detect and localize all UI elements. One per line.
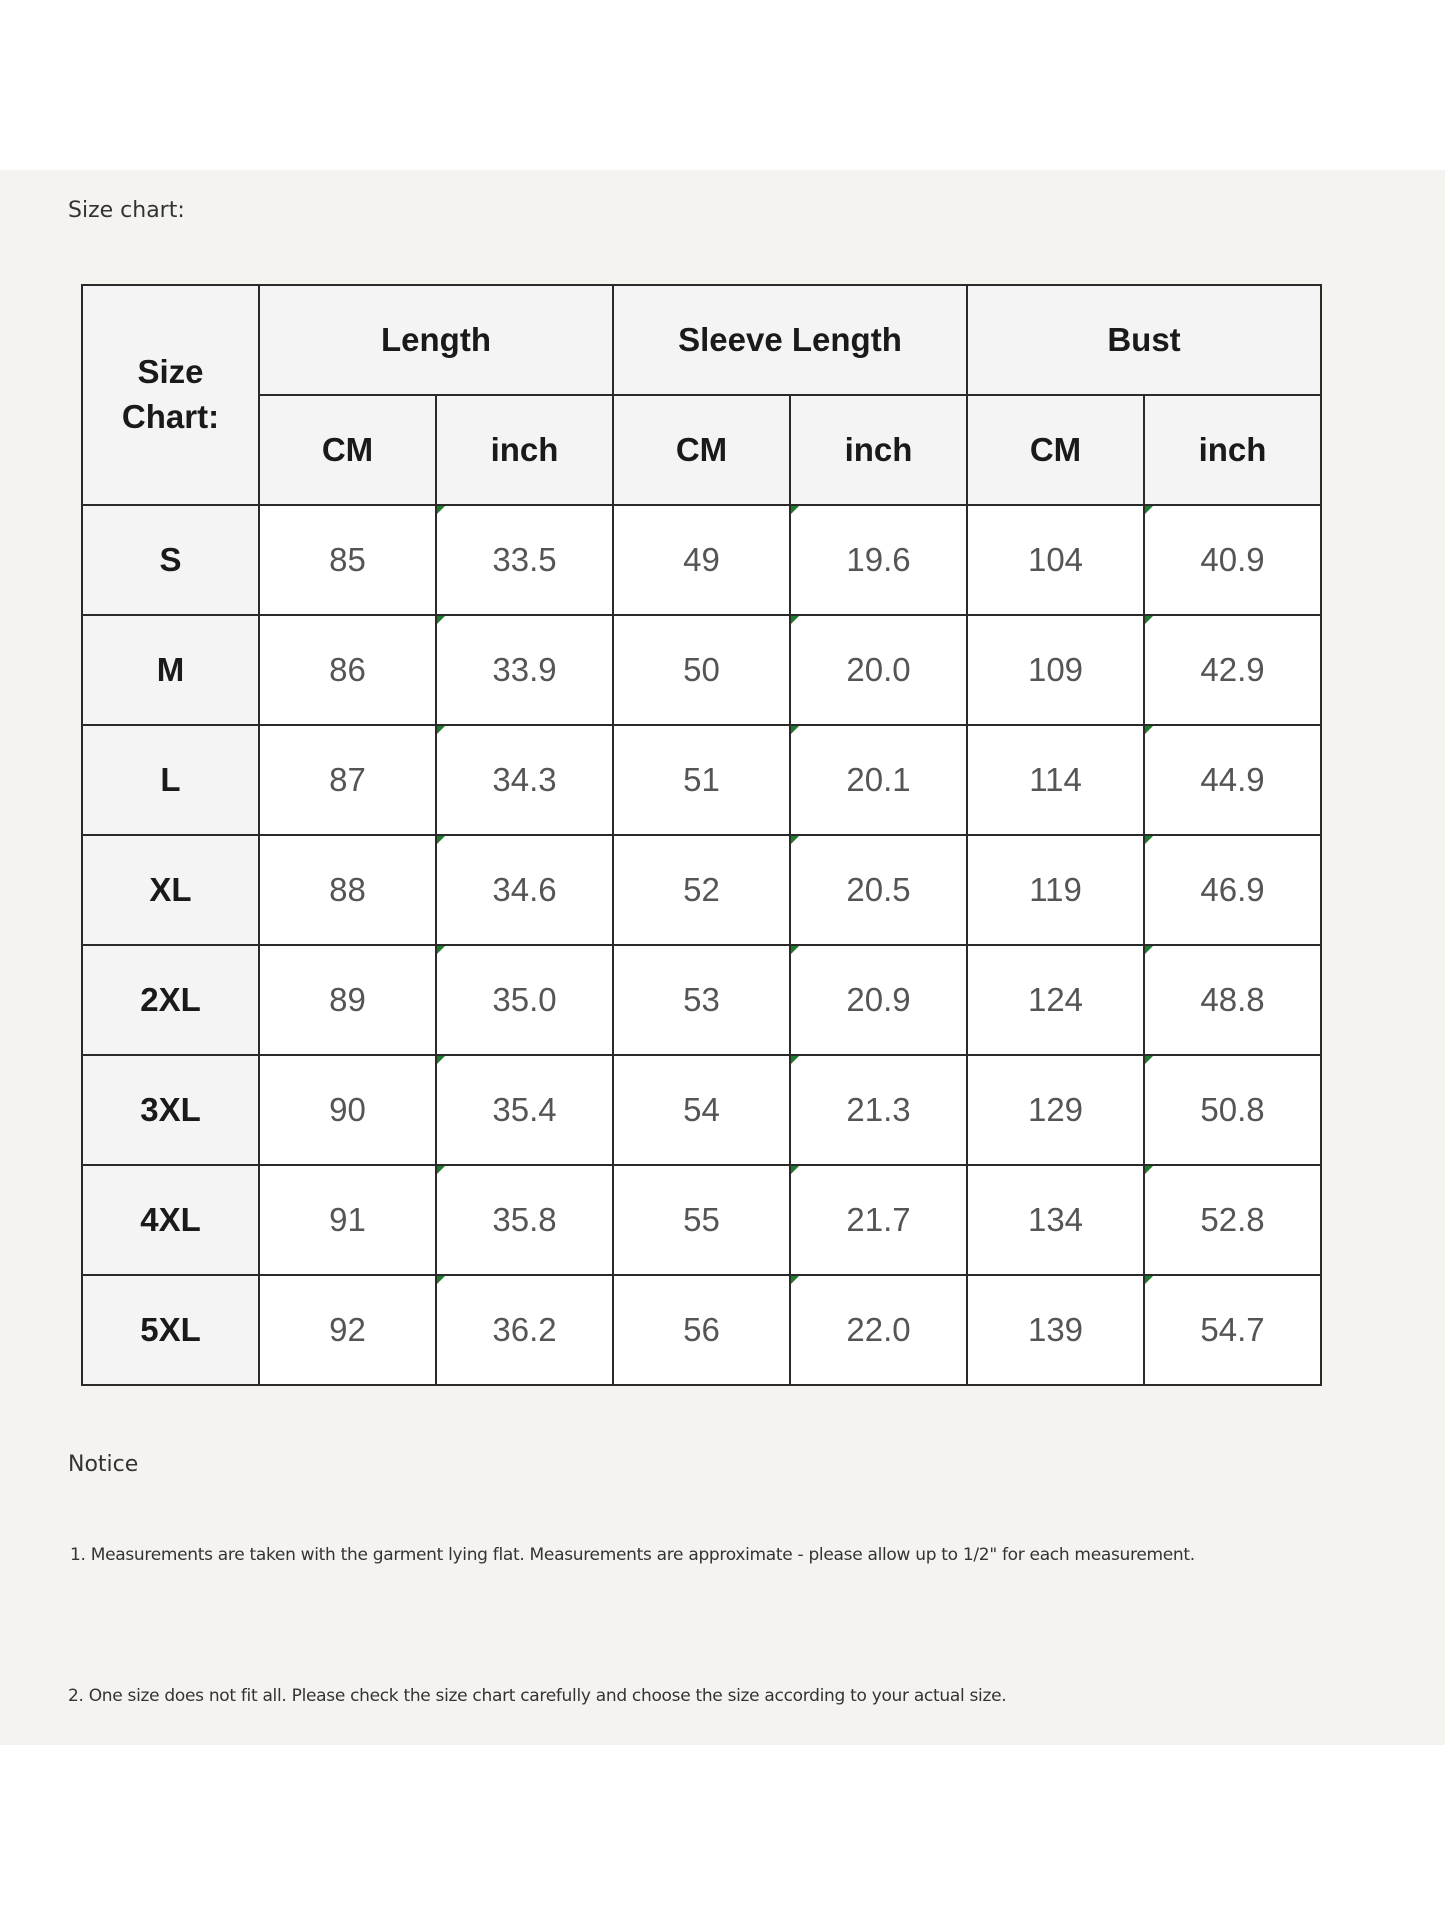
size-label: 5XL bbox=[82, 1275, 259, 1385]
table-cell: 46.9 bbox=[1144, 835, 1321, 945]
table-cell: 56 bbox=[613, 1275, 790, 1385]
table-cell: 54 bbox=[613, 1055, 790, 1165]
corner-label: Size Chart: bbox=[121, 353, 220, 435]
table-cell: 34.3 bbox=[436, 725, 613, 835]
table-cell: 44.9 bbox=[1144, 725, 1321, 835]
table-cell: 36.2 bbox=[436, 1275, 613, 1385]
size-label: 3XL bbox=[82, 1055, 259, 1165]
table-cell: 34.6 bbox=[436, 835, 613, 945]
table-cell: 109 bbox=[967, 615, 1144, 725]
table-row bbox=[82, 1275, 1321, 1385]
group-header-sleeve-length: Sleeve Length bbox=[613, 285, 967, 395]
table-cell: 119 bbox=[967, 835, 1144, 945]
table-cell: 52.8 bbox=[1144, 1165, 1321, 1275]
table-cell: 124 bbox=[967, 945, 1144, 1055]
table-cell: 92 bbox=[259, 1275, 436, 1385]
table-row bbox=[82, 1165, 1321, 1275]
table-cell: 40.9 bbox=[1144, 505, 1321, 615]
table-cell: 35.8 bbox=[436, 1165, 613, 1275]
table-cell: 88 bbox=[259, 835, 436, 945]
group-header-length: Length bbox=[259, 285, 613, 395]
table-cell: 114 bbox=[967, 725, 1144, 835]
table-cell: 19.6 bbox=[790, 505, 967, 615]
table-cell: 22.0 bbox=[790, 1275, 967, 1385]
table-cell: 50 bbox=[613, 615, 790, 725]
size-chart-table bbox=[81, 284, 1322, 1386]
table-cell: 51 bbox=[613, 725, 790, 835]
table-row bbox=[82, 615, 1321, 725]
corner-label-cell bbox=[82, 285, 259, 505]
table-cell: 20.5 bbox=[790, 835, 967, 945]
table-row bbox=[82, 1055, 1321, 1165]
table-cell: 20.1 bbox=[790, 725, 967, 835]
size-label: 2XL bbox=[82, 945, 259, 1055]
table-row bbox=[82, 835, 1321, 945]
table-cell: 20.9 bbox=[790, 945, 967, 1055]
table-cell: 21.7 bbox=[790, 1165, 967, 1275]
size-label: XL bbox=[82, 835, 259, 945]
table-cell: 42.9 bbox=[1144, 615, 1321, 725]
group-header-bust: Bust bbox=[967, 285, 1321, 395]
table-cell: 48.8 bbox=[1144, 945, 1321, 1055]
table-cell: 21.3 bbox=[790, 1055, 967, 1165]
table-row bbox=[82, 505, 1321, 615]
table-cell: 52 bbox=[613, 835, 790, 945]
table-cell: 91 bbox=[259, 1165, 436, 1275]
notice-item-1: 1. Measurements are taken with the garment lying flat. Measurements are approximate - please allow up to 1/2" for each measurement. bbox=[70, 1545, 1195, 1565]
unit-header: CM bbox=[967, 395, 1144, 505]
table-cell: 85 bbox=[259, 505, 436, 615]
notice-item-2: 2. One size does not fit all. Please check the size chart carefully and choose the size according to your actual size. bbox=[68, 1686, 1007, 1706]
table-cell: 55 bbox=[613, 1165, 790, 1275]
table-cell: 35.4 bbox=[436, 1055, 613, 1165]
table-cell: 104 bbox=[967, 505, 1144, 615]
table-header-row-units bbox=[82, 395, 1321, 505]
table-cell: 54.7 bbox=[1144, 1275, 1321, 1385]
table-cell: 87 bbox=[259, 725, 436, 835]
table-cell: 33.9 bbox=[436, 615, 613, 725]
unit-header: CM bbox=[613, 395, 790, 505]
table-cell: 35.0 bbox=[436, 945, 613, 1055]
size-label: 4XL bbox=[82, 1165, 259, 1275]
size-label: S bbox=[82, 505, 259, 615]
table-cell: 53 bbox=[613, 945, 790, 1055]
table-row bbox=[82, 725, 1321, 835]
unit-header: inch bbox=[436, 395, 613, 505]
unit-header: inch bbox=[1144, 395, 1321, 505]
table-cell: 33.5 bbox=[436, 505, 613, 615]
table-cell: 129 bbox=[967, 1055, 1144, 1165]
table-cell: 50.8 bbox=[1144, 1055, 1321, 1165]
table-header-row-groups bbox=[82, 285, 1321, 395]
notice-title: Notice bbox=[68, 1452, 139, 1477]
table-cell: 20.0 bbox=[790, 615, 967, 725]
table-cell: 134 bbox=[967, 1165, 1144, 1275]
unit-header: CM bbox=[259, 395, 436, 505]
table-row bbox=[82, 945, 1321, 1055]
table-cell: 86 bbox=[259, 615, 436, 725]
table-cell: 90 bbox=[259, 1055, 436, 1165]
table-cell: 49 bbox=[613, 505, 790, 615]
unit-header: inch bbox=[790, 395, 967, 505]
table-cell: 139 bbox=[967, 1275, 1144, 1385]
size-label: L bbox=[82, 725, 259, 835]
size-chart-heading: Size chart: bbox=[68, 198, 185, 223]
size-label: M bbox=[82, 615, 259, 725]
table-cell: 89 bbox=[259, 945, 436, 1055]
